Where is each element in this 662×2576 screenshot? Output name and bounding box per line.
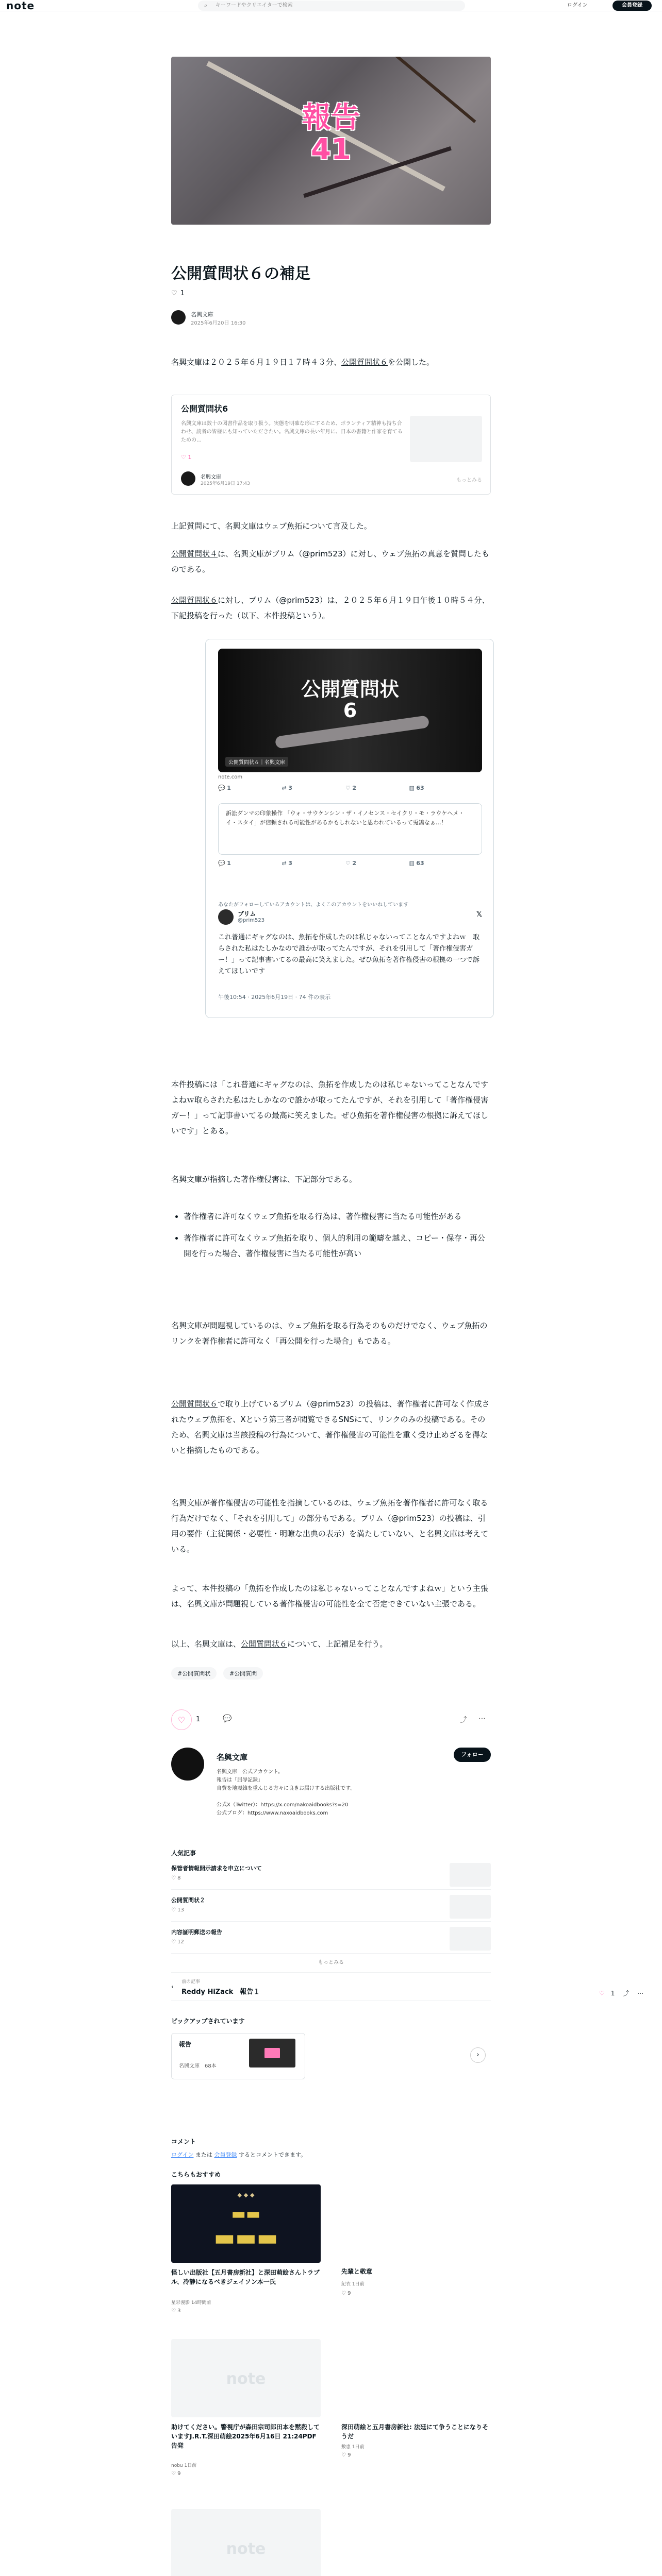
note-logo-placeholder: note (226, 2370, 266, 2388)
card-badge: 公開質問状６｜名興文庫 (225, 757, 288, 767)
paragraph (171, 546, 491, 577)
floating-actions (599, 1989, 661, 2004)
social-context: あなたがフォローしているアカウントは、よくこのアカウントをいいねしています (218, 902, 409, 908)
eyecatch-number: 41 (311, 133, 351, 166)
embed-thumbnail (410, 416, 482, 462)
reply-stat[interactable]: 💬 1 (218, 860, 231, 867)
recommend-title: 深田萌絵と五月書房新社: 法廷にて争うことになりそうだ (341, 2424, 488, 2440)
heart-icon[interactable]: ♡ (599, 1990, 605, 1997)
signup-button[interactable]: 会員登録 (613, 1, 652, 11)
recommend-title: 先輩と敬意 (341, 2268, 373, 2275)
quoted-text: 訴訟ダンマの印象操作 「ウォ・サウケンシン・ザ・イノセンス・セイクリ・モ・ラウケヘメ・イ・スタイ」が信頼される可能性があるかもしれないと思われているって兎鵠なぁ…！ (226, 810, 465, 826)
side-like-count: 1 (610, 1990, 615, 1997)
article-link[interactable]: 公開質問状６ (171, 1399, 218, 1409)
text: に対し、ブリム（@prim523）は、２０２５年６月１９日午後１０時５４分、下記投稿を行った（以下、本件投稿という）。 (171, 596, 490, 620)
popular-title: 公開質問状２ (171, 1897, 205, 1904)
x-logo-icon[interactable]: 𝕏 (476, 910, 482, 919)
paragraph: 名興文庫が問題視しているのは、ウェブ魚拓を取る行為そのものだけでなく、ウェブ魚拓のリンクを著作権者に許可なく「再公開を行った場合」もである。 (171, 1321, 488, 1346)
thumbnail-decoration: ▬▬ (231, 2205, 261, 2223)
author-avatar[interactable] (171, 310, 186, 325)
paragraph (171, 354, 491, 370)
post-meta[interactable]: 午後10:54 · 2025年6月19日 · 74 件の表示 (218, 994, 331, 1001)
post-stats (218, 785, 482, 795)
repost-stat[interactable]: ⇄ 3 (282, 860, 292, 867)
recommend-card[interactable] (341, 2422, 491, 2464)
post-date: 2025年6月20日 16:30 (191, 320, 246, 326)
list-item: • 著作権者に許可なくウェブ魚拓を取る行為は、著作権侵害に当たる可能性がある (184, 1209, 491, 1224)
poster-avatar[interactable] (218, 909, 234, 925)
search-placeholder: キーワードやクリエイターで検索 (216, 3, 293, 8)
paragraph: 名興文庫が指摘した著作権侵害は、下記部分である。 (171, 1175, 357, 1184)
popular-heading: 人気記事 (171, 1850, 196, 1857)
recommend-title: 助けてください。警視庁が森田宗司郎田本を黙殺していますJ.R.T.深田萌絵2025年6月16日 21:24PDF告発 (171, 2424, 320, 2449)
post-body: これ普通にギャグなのは、魚拓を作成したのは私じゃないってことなんですよねｗ 取らされた私はたしかなので誰かが取ってたんですが、それを引用して「著作権侵害ガー！」って記事書いてるの最高に笑えました。ぜひ魚拓を著作権侵害の根拠の一つで訴えてほしいです (218, 934, 480, 975)
popular-likes: ♡ 12 (171, 1939, 184, 1945)
recommend-likes: ♡ 3 (171, 2308, 181, 2314)
poster-name[interactable]: ブリム (238, 910, 256, 918)
heart-icon: ♡ (177, 1715, 186, 1725)
eyecatch-image (171, 57, 491, 225)
paragraph: よって、本件投稿の「魚拓を作成したのは私じゃないってことなんですよねｗ」という主張は、名興文庫が問題視している著作権侵害の可能性を全て否定できていない主張である。 (171, 1584, 488, 1608)
search-input[interactable] (198, 1, 465, 11)
card-image-title: 公開質問状 (301, 678, 399, 701)
list-item: • 著作権者に許可なくウェブ魚拓を取り、個人的利用の範疇を越え、コピー・保存・再公開を行った場合、著作権侵害に当たる可能性が高い (184, 1230, 491, 1261)
card-image-number: 6 (343, 699, 357, 722)
paragraph: 上記質問にて、名興文庫はウェブ魚拓について言及した。 (171, 521, 372, 531)
popular-thumbnail (450, 1895, 491, 1919)
repost-stat[interactable]: ⇄ 3 (282, 785, 292, 791)
share-icon[interactable]: ⤴ (623, 1990, 630, 1997)
recommend-thumbnail (171, 2184, 321, 2263)
recommend-likes: ♡ 9 (341, 2452, 351, 2458)
recommend-card[interactable] (171, 2509, 321, 2576)
article-link[interactable]: 公開質問状６ (171, 596, 218, 605)
comment-icon[interactable]: 💬 (223, 1715, 232, 1723)
see-more-link[interactable]: もっとみる (318, 1960, 344, 1965)
text: について、上記補足を行う。 (287, 1639, 388, 1649)
bullet-list (184, 1209, 491, 1267)
text: するとコメントできます。 (237, 2151, 307, 2158)
recommend-author: 紀衣 1日前 (341, 2282, 365, 2287)
popular-item[interactable] (171, 1862, 491, 1890)
recommend-author: 星彩漫影 14時間前 (171, 2300, 211, 2306)
creator-bio: 名興文庫 公式アカウント。 報告は「屈辱記録」 自費を地震雑を重んじる方々に良きお届けする出版社です。 公式X（Twitter）：https://x.com/nakoaidbooks?s=20 公式ブログ：https://www.naxoaidbooks.com (217, 1769, 356, 1816)
paragraph (171, 592, 491, 623)
card-domain: note.com (218, 774, 243, 780)
like-count: 1 (196, 1716, 201, 1723)
comment-login-note (171, 2150, 306, 2159)
popular-item[interactable] (171, 1894, 491, 1922)
popular-likes: ♡ 8 (171, 1875, 181, 1881)
login-link[interactable]: ログイン (567, 3, 588, 8)
more-options-icon[interactable]: ⋯ (478, 1715, 486, 1723)
text: は、名興文庫がブリム（@prim523）に対し、ウェブ魚拓の真意を質問したものである。 (171, 549, 489, 574)
site-header (0, 0, 662, 11)
nav-label: 前の記事 (181, 1979, 201, 1985)
recommend-card[interactable] (171, 2339, 321, 2494)
recommend-thumbnail (171, 2509, 321, 2576)
recommend-author: nobu 1日前 (171, 2463, 197, 2468)
creator-avatar[interactable] (171, 1748, 204, 1781)
note-logo[interactable]: note (6, 0, 35, 12)
recommend-thumbnail (171, 2339, 321, 2417)
share-icon[interactable]: ⤴ (460, 1716, 467, 1724)
article-likes (171, 290, 185, 297)
embed-more[interactable]: もっとみる (456, 478, 482, 483)
likes-count: 1 (180, 290, 185, 297)
note-logo-placeholder: note (226, 2540, 266, 2558)
embed-title: 公開質問状6 (181, 404, 228, 414)
popular-thumbnail (450, 1927, 491, 1951)
view-stat[interactable]: ▥ 63 (409, 785, 424, 791)
heart-icon[interactable]: ♡ (171, 290, 177, 297)
recommend-likes: ♡ 9 (171, 2471, 181, 2477)
reply-stat[interactable]: 💬 1 (218, 785, 231, 791)
chevron-left-icon: ‹ (171, 1983, 174, 1990)
recommend-card[interactable] (171, 2184, 321, 2318)
link-card-image[interactable] (218, 649, 482, 772)
paragraph: 名興文庫が著作権侵害の可能性を指摘しているのは、ウェブ魚拓を著作権者に許可なく取る行為だけでなく、「それを引用して」の部分もである。ブリム（@prim523）の投稿は、引用の要件（主従関係・必要性・明瞭な出典の表示）を満たしていない、と名興文庫は考えている。 (171, 1498, 489, 1554)
popular-title: 保管者情報開示請求を申立について (171, 1865, 262, 1872)
hashtag[interactable]: #公開質問 (223, 1667, 263, 1680)
thumbnail-decoration: ▬▬▬ (213, 2225, 278, 2251)
like-button[interactable] (171, 1709, 192, 1730)
search-icon: ⌕ (204, 2, 208, 9)
article-link[interactable]: 公開質問状６ (241, 1639, 288, 1649)
text: 以上、名興文庫は、 (171, 1639, 241, 1649)
chevron-right-icon[interactable]: › (470, 2047, 486, 2063)
text: を公開した。 (388, 358, 435, 367)
login-link[interactable]: ログイン (171, 2151, 194, 2158)
recommend-card[interactable] (341, 2267, 491, 2308)
article-actions (171, 1709, 491, 1730)
nav-title: Reddy HiZack 報告１ (181, 1988, 260, 1996)
follow-button[interactable]: フォロー (454, 1748, 491, 1762)
magazine-subtitle: 名興文庫 68本 (179, 2063, 217, 2069)
author-name[interactable]: 名興文庫 (191, 311, 213, 318)
thumbnail-decoration: ◆ ◆ ◆ (237, 2192, 255, 2198)
embed-author-avatar (181, 471, 195, 486)
comment-heading: コメント (171, 2138, 196, 2145)
article-link[interactable]: 公開質問状４ (171, 549, 218, 558)
embed-author: 名興文庫 (201, 474, 221, 480)
article-title: 公開質問状６の補足 (171, 265, 310, 283)
more-options-icon[interactable]: ⋯ (637, 1990, 644, 1997)
eyecatch-title: 報告 (302, 101, 360, 134)
popular-likes: ♡ 13 (171, 1907, 184, 1913)
like-stat[interactable]: ♡ 2 (345, 860, 357, 867)
popular-thumbnail (450, 1863, 491, 1887)
view-stat[interactable]: ▥ 63 (409, 860, 424, 867)
recommend-heading: こちらもおすすめ (171, 2171, 221, 2178)
text: で取り上げているブリム（@prim523）の投稿は、著作権者に許可なく作成されたウェブ魚拓を、Xという第三者が閲覧できるSNSにて、リンクのみの投稿である。そのため、名興文庫は当該投稿の行為について、著作権侵害の可能性を重く受け止めざるを得ないと指摘したものである。 (171, 1399, 490, 1455)
recommend-likes: ♡ 9 (341, 2291, 351, 2296)
creator-name[interactable]: 名興文庫 (217, 1753, 248, 1762)
like-stat[interactable]: ♡ 2 (345, 785, 357, 791)
magazine-title: 報告 (179, 2041, 192, 2048)
popular-item[interactable] (171, 1926, 491, 1954)
embed-date: 2025年6月19日 17:43 (201, 481, 250, 486)
recommend-title: 怪しい出版社【五月書房新社】と深田萌絵さんトラブル、冷静になるべきジェイソン本一氏 (171, 2269, 320, 2285)
magazine-thumbnail (249, 2039, 295, 2067)
text: または (193, 2151, 214, 2158)
embed-description: 名興文庫は数十の図書作品を取り扱う。実態を明確な形にするため、ボランティア精神も持ち合わせ、読者の皆様にも知っていただきたい。名興文庫の長い年月に、日本の書籍と作家を育てるための… (181, 421, 403, 443)
article-link[interactable]: 公開質問状６ (341, 358, 388, 367)
recommend-author: 敷恵 1日前 (341, 2445, 365, 2450)
quoted-post[interactable] (218, 803, 482, 855)
embedded-note-card[interactable] (171, 395, 491, 495)
popular-title: 内容証明郵送の報告 (171, 1929, 222, 1936)
paragraph (171, 1636, 491, 1652)
previous-article-nav[interactable] (171, 1972, 491, 2001)
picked-heading: ピックアップされています (171, 2018, 245, 2025)
text: 名興文庫は２０２５年６月１９日１７時４３分、 (171, 358, 342, 367)
poster-handle[interactable]: @prim523 (238, 918, 265, 923)
paragraph (171, 1396, 491, 1458)
embed-likes: ♡ 1 (181, 454, 192, 461)
magazine-card[interactable] (171, 2033, 305, 2079)
creator-profile (171, 1748, 491, 1825)
post-stats (218, 860, 482, 870)
paragraph: 本件投稿には「これ普通にギャグなのは、魚拓を作成したのは私じゃないってことなんですよねｗ取らされた私はたしかなので誰かが取ってたんですが、それを引用して「著作権侵害ガー！」って記事書いてるの最高に笑えました。ぜひ魚拓を著作権侵害の根拠に訴えてほしいです」とある。 (171, 1080, 489, 1136)
hashtag[interactable]: #公開質問状 (171, 1667, 217, 1680)
hashtag-list (171, 1667, 267, 1680)
embedded-post[interactable] (205, 639, 494, 1018)
signup-link[interactable]: 会員登録 (214, 2151, 237, 2158)
thumbnail-shape (264, 2048, 280, 2058)
